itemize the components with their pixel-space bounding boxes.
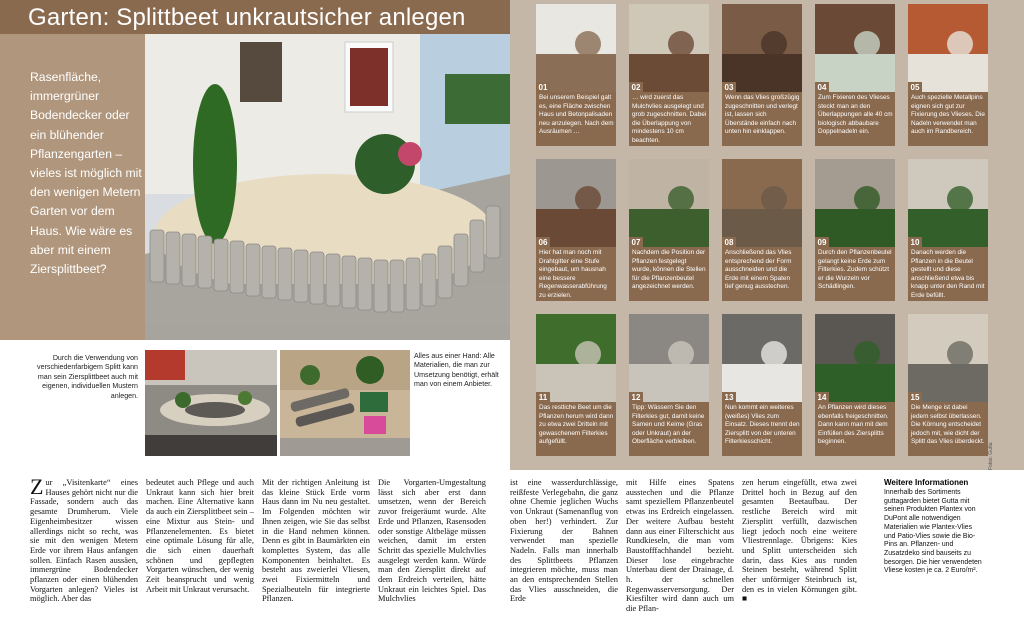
step-number: 05 — [908, 82, 922, 93]
caption-patterned-gravel: Durch die Verwendung von verschiedenfarbigem Splitt kann man sein Ziersplittbeet auch mit eigenen, individuellen Mustern anlegen. — [37, 354, 138, 400]
step-photo — [536, 159, 616, 247]
body-column-3: Mit der richtigen Anleitung ist das kleine Stück Erde vorm Haus dann im Nu neu gestaltet. Im Folgenden möchten wir Ihnen zeigen, wie Sie das selbst in die Hand nehmen können. Denn es gibt in Baumärkten ein komplettes System, das alle Komponenten beinhaltet. Es besteht aus zweierlei Vliesen, zwei Fixiermitteln und Spezialbeuteln für integrierte Pflanzen. — [262, 478, 370, 604]
body-column-2: bedeutet auch Pflege und auch Unkraut kann sich hier breit machen. Eine Alternative kann da auch ein Ziersplittbeet sein – eine Mixtur aus Stein- und Pflanzenelementen. Es bietet eine optimale Lösung für alle, die sich einen dauerhaft schönen und gepflegten Vorgarten wünschen, der wenig Zeit beansprucht und wenig Arbeit mit Unkraut verursacht. — [146, 478, 254, 594]
step-09 — [815, 159, 895, 301]
step-text: Zum Fixieren des Vlieses steckt man an den Überlappungen alle 40 cm biologisch abbaubare Doppelnadeln ein. — [818, 94, 893, 136]
body-column-1 — [30, 474, 138, 604]
step-photo — [722, 4, 802, 92]
photo-credit: Fotos: Gutta — [988, 442, 994, 470]
step-text: Das restliche Beet um die Pflanzen herum wird dann zu etwa zwei Dritteln mit gewaschenem Filterkies aufgefüllt. — [539, 404, 614, 446]
step-text: Nachdem die Position der Pflanzen festgelegt wurde, können die Stellen für die Pflanzenbeutel angezeichnet werden. — [632, 249, 706, 291]
step-12 — [629, 314, 709, 456]
body-text-1: ur „Visitenkarte“ eines Hauses gehört nicht nur die Fassade, sondern auch das gesamte Drumherum. Viele Eigenheimbesitzer wissen allerdings nicht so recht, was sie mit den wenigen Metern Erde vor ihrem Haus anfangen sollen. Einfach Rasen aussäen, immergrüne Bodendecker pflanzen oder einen blühenden Vorgarten anlegen? Vieles ist möglich. Aber das — [30, 478, 138, 604]
step-07 — [629, 159, 709, 301]
drop-cap: Z — [30, 474, 44, 499]
step-photo — [908, 159, 988, 247]
step-photo — [629, 159, 709, 247]
step-number: 02 — [629, 82, 643, 93]
step-number: 01 — [536, 82, 550, 93]
step-number: 06 — [536, 237, 550, 248]
step-text: Nun kommt ein weiteres (weißes) Vlies zum Einsatz. Dieses trennt den Ziersplitt von der unteren Filterkiesschicht. — [725, 404, 800, 446]
photo-product-kit — [280, 350, 410, 456]
step-02 — [629, 4, 709, 146]
body-column-4: Die Vorgarten-Umgestaltung lässt sich aber erst dann umsetzen, wenn der Bereich zuvor freigeräumt wurde. Alte Erde und Pflanzen, Rasensoden oder sonstige Altbeläge müssen weichen, damit im ersten Schritt das spezielle Mulchvlies ausgelegt werden kann. Würde man den Ziersplitt direkt auf dem Erdreich verteilen, hätte Unkraut ein leichtes Spiel. Das Mulchvlies — [378, 478, 486, 604]
step-text: Danach werden die Pflanzen in die Beutel gestellt und diese anschließend etwa bis knapp unter den Rand mit Erde befüllt. — [911, 249, 985, 299]
step-photo — [722, 314, 802, 402]
step-number: 03 — [722, 82, 736, 93]
step-photo — [815, 314, 895, 402]
step-text: Durch den Pflanzenbeutel gelangt keine Erde zum Filterkies. Zudem schützt er die Wurzeln vor Schädlingen. — [818, 249, 892, 291]
step-14 — [815, 314, 895, 456]
step-photo — [536, 314, 616, 402]
step-10 — [908, 159, 988, 301]
step-number: 12 — [629, 392, 643, 403]
step-number: 11 — [536, 392, 550, 403]
hero-photo-garden — [145, 34, 510, 340]
info-heading: Weitere Informationen — [884, 478, 969, 487]
step-photo — [536, 4, 616, 92]
step-number: 10 — [908, 237, 922, 248]
step-text: Tipp: Wässern Sie den Filterkies gut, damit keine Samen und Keime (Gras oder Unkraut) an der Oberfläche verbleiben. — [632, 404, 705, 446]
body-column-6: mit Hilfe eines Spatens ausstechen und die Pflanze samt speziellem Pflanzenbeutel etwas ins Erdreich eingelassen. Der weitere Aufbau besteht dann aus einer Filterschicht aus Rundkieseln, die man vom Baustofffachhandel bezieht. Dieser lose eingebrachte Unterbau dient der Drainage, d. h. der schnellen Regenwasserversorgung. Der Kiesfilter wird dann auch um die Pflan- — [626, 478, 734, 614]
step-text: … wird zuerst das Mulchvlies ausgelegt und grob zugeschnitten. Dabei die Überlappung von mindestens 10 cm beachten. — [632, 94, 707, 144]
intro-text: Rasenfläche, immergrüner Bodendecker oder ein blühender Pflanzengarten – vieles ist möglich mit den wenigen Metern Garten vor dem Haus. Wie wäre es aber mit einem Ziersplittbeet? — [30, 70, 142, 277]
step-05 — [908, 4, 988, 146]
step-01 — [536, 4, 616, 146]
step-photo — [815, 159, 895, 247]
body-column-5: ist eine wasserdurchlässige, reißfeste Verlegebahn, die ganz ohne Chemie jeglichen Wuchs von Unkraut (Samenanflug von oben her!) verhindert. Zur Fixierung der Bahnen verwendet man spezielle Nadeln. Falls man innerhalb des Splittbeets Pflanzen integrieren möchte, muss man an den entsprechenden Stellen das Vlies ausschneiden, die Erde — [510, 478, 618, 604]
step-photo — [629, 4, 709, 92]
info-text: Innerhalb des Sortiments guttagarden bietet Gutta mit seinen Produkten Plantex von DuPont alle notwendigen Materialien wie Plantex-Vlies und Patio-Vlies sowie die Bio-Pins an. Pflanzen- und Zusatzdeko sind bauseits zu besorgen. Die hier verwendeten Vliese kosten je ca. 2 Euro/m². — [884, 489, 982, 575]
step-photo — [722, 159, 802, 247]
step-11 — [536, 314, 616, 456]
step-number: 15 — [908, 392, 922, 403]
article-title: Garten: Splittbeet unkrautsicher anlegen — [28, 4, 466, 31]
step-15 — [908, 314, 988, 456]
step-number: 07 — [629, 237, 643, 248]
step-text: Wenn das Vlies großzügig zugeschnitten und verlegt ist, lassen sich Überstände einfach nach unten hin einklappen. — [725, 94, 800, 136]
body-column-7: zen herum eingefüllt, etwa zwei Drittel hoch in Bezug auf den gesamten Beetaufbau. Der restliche Bereich wird mit Ziersplitt verfüllt, dazwischen liegt jedoch noch eine weitere Vliestrennlage. Übrigens: Kies und Splitt unterscheiden sich darin, dass Kies aus runden Steinen besteht, während Splitt eher unförmiger Steinbruch ist, den es in vielen Körnungen gibt. ■ — [742, 478, 857, 604]
step-03 — [722, 4, 802, 146]
step-number: 09 — [815, 237, 829, 248]
step-photo — [629, 314, 709, 402]
step-number: 04 — [815, 82, 829, 93]
step-text: Anschließend das Vlies entsprechend der Form ausschneiden und die Erde mit einem Spaten tief genug ausstechen. — [725, 249, 792, 291]
step-text: Die Menge ist dabei jedem selbst überlassen. Die Körnung entscheidet jedoch mit, wie dicht der Splitt das Vlies überdeckt. — [911, 404, 985, 446]
step-06 — [536, 159, 616, 301]
step-photo — [908, 4, 988, 92]
step-number: 14 — [815, 392, 829, 403]
step-13 — [722, 314, 802, 456]
step-text: Bei unserem Beispiel galt es, eine Fläche zwischen Haus und Betonpalisaden neu anzulegen. Nach dem Ausräumen … — [539, 94, 614, 136]
step-photo — [908, 314, 988, 402]
caption-product-kit: Alles aus einer Hand: Alle Materialien, die man zur Umsetzung benötigt, erhält man von einem Anbieter. — [414, 352, 499, 389]
step-photo — [815, 4, 895, 92]
step-number: 13 — [722, 392, 736, 403]
step-number: 08 — [722, 237, 736, 248]
photo-patterned-gravel-bed — [145, 350, 277, 456]
step-text: Auch spezielle Metallpins eignen sich gut zur Fixierung des Vlieses. Die Nadeln verwendet man auch im Randbereich. — [911, 94, 985, 136]
step-04 — [815, 4, 895, 146]
step-08 — [722, 159, 802, 301]
step-text: An Pflanzen wird dieses ebenfalls freigeschnitten. Dann kann man mit dem Einfüllen des Ziersplitts beginnen. — [818, 404, 889, 446]
step-text: Hier hat man noch mit Drahtgitter eine Stufe eingebaut, um hausnah eine bessere Regenwasserabführung zu erzielen. — [539, 249, 607, 299]
